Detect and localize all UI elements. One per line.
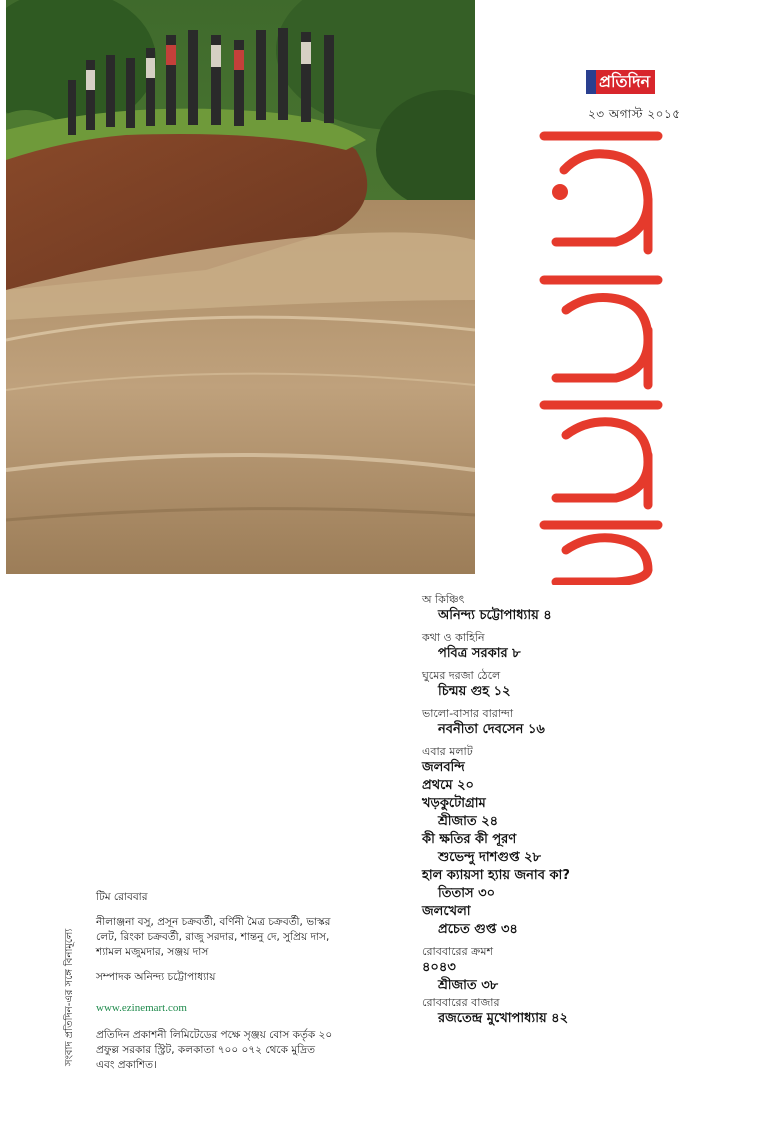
feature-title: খড়কুটোগ্রাম xyxy=(422,796,486,811)
feature-title: প্রথমে ২০ xyxy=(422,778,474,793)
author-line: প্রচেত গুপ্ত ৩৪ xyxy=(438,922,518,937)
table-of-contents xyxy=(422,592,752,1028)
author-line: পবিত্র সরকার ৮ xyxy=(438,646,521,661)
publisher-logo xyxy=(586,70,655,94)
serial-entry[interactable] xyxy=(422,944,752,995)
publisher-logo-text: প্রতিদিন xyxy=(596,70,655,94)
toc-entry[interactable] xyxy=(422,630,752,663)
author-line: রজতেন্দ্র মুখোপাধ্যায় ৪২ xyxy=(438,1011,569,1026)
team-credits xyxy=(96,890,336,1073)
section-label: এবার মলাট xyxy=(422,745,473,758)
team-names: নীলাঞ্জনা বসু, প্রসূন চক্রবর্তী, বর্ণিনী মৈত্র চক্রবর্তী, ভাস্কর লেট, রিংকা চক্রবর্তী, রাজু সরদার, শান্তনু দে, সুপ্রিয় দাস, শ্যামল মজুমদার, সঞ্জয় দাস xyxy=(96,916,331,958)
feature-title: জলখেলা xyxy=(422,904,471,919)
feature-title: হাল ক্যায়সা হ্যায় জনাব কা? xyxy=(422,868,570,883)
logo-flag-icon xyxy=(586,70,596,94)
vertical-credit: সংবাদ প্রতিদিন-এর সঙ্গে বিনামূল্যে xyxy=(64,928,75,1066)
market-entry[interactable] xyxy=(422,995,752,1028)
website-link[interactable]: www.ezinemart.com xyxy=(96,1002,187,1014)
cover-photo xyxy=(6,0,475,574)
imprint-text: প্রতিদিন প্রকাশনী লিমিটেডের পক্ষে সৃঞ্জয় বোস কর্তৃক ২০ প্রফুল্ল সরকার স্ট্রিট, কলকাতা ৭০০ ০৭২ থেকে মুদ্রিত এবং প্রকাশিত। xyxy=(96,1029,333,1071)
author-line: অনিন্দ্য চট্টোপাধ্যায় ৪ xyxy=(438,608,552,623)
feature-title: কী ক্ষতির কী পূরণ xyxy=(422,832,517,847)
section-label: ঘুমের দরজা ঠেলে xyxy=(422,669,501,682)
cover-story-entry[interactable] xyxy=(422,744,752,939)
author-line: শুভেন্দু দাশগুপ্ত ২৮ xyxy=(438,850,541,865)
editor-credit: সম্পাদক অনিন্দ্য চট্টোপাধ্যায় xyxy=(96,971,216,983)
section-label: রোববারের বাজার xyxy=(422,996,500,1009)
section-label: অ কিঞ্চিৎ xyxy=(422,593,465,606)
toc-entry[interactable] xyxy=(422,706,752,739)
issue-date: ২৩ অগাস্ট ২০১৫ xyxy=(588,107,681,121)
toc-entry[interactable] xyxy=(422,668,752,701)
author-line: শ্রীজাত ২৪ xyxy=(438,814,499,829)
masthead-title xyxy=(536,130,666,585)
section-label: কথা ও কাহিনি xyxy=(422,631,485,644)
author-line: চিন্ময় গুহ ১২ xyxy=(438,684,511,699)
team-heading: টিম রোববার xyxy=(96,891,148,903)
section-label: ভালো-বাসার বারান্দা xyxy=(422,707,514,720)
cover-story-title: জলবন্দি xyxy=(422,760,465,775)
toc-entry[interactable] xyxy=(422,592,752,625)
author-line: তিতাস ৩০ xyxy=(438,886,496,901)
section-label: রোববারের ক্রমশ xyxy=(422,945,493,958)
feature-title: ৪০৪৩ xyxy=(422,960,456,975)
author-line: শ্রীজাত ৩৮ xyxy=(438,978,499,993)
author-line: নবনীতা দেবসেন ১৬ xyxy=(438,722,545,737)
